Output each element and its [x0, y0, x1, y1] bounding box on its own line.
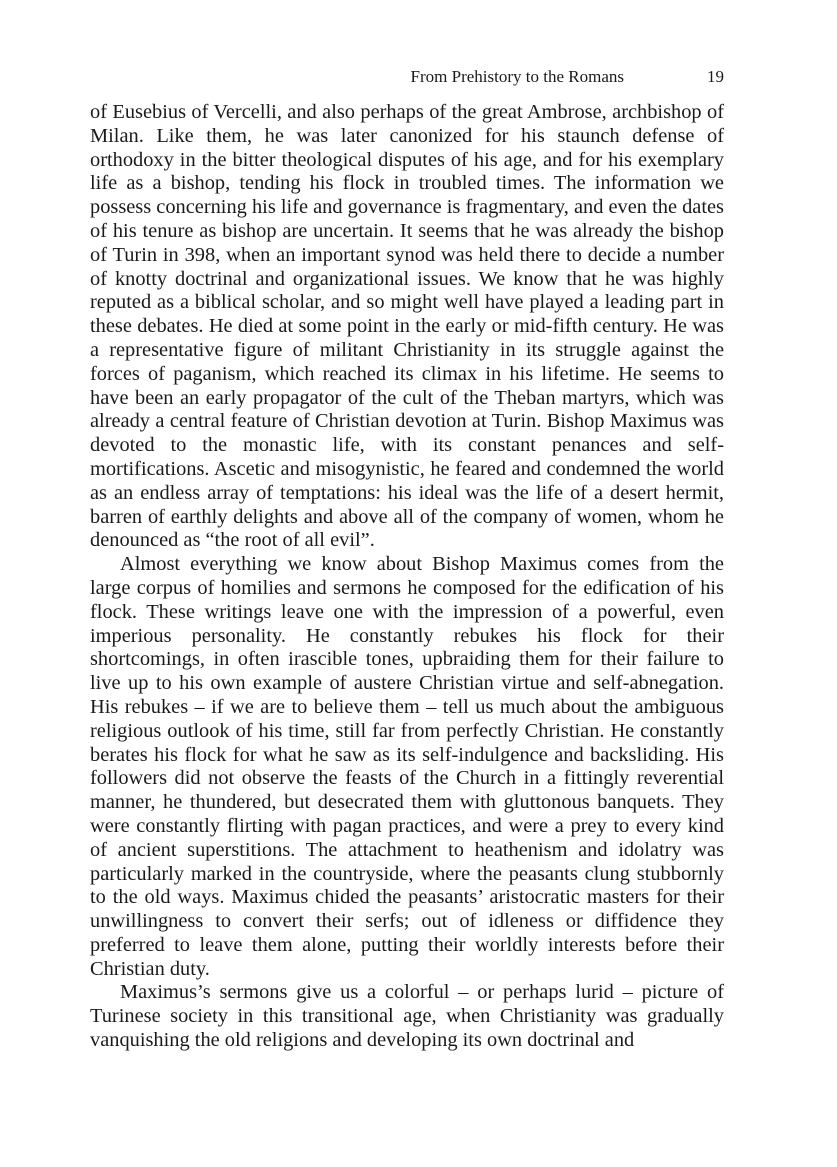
running-head	[90, 66, 724, 88]
page-number: 19	[707, 67, 724, 86]
paragraph-continued: of Eusebius of Vercelli, and also perhaps of the great Ambrose, archbishop of Milan. Like them, he was later canonized for his staunch defense of orthodoxy in the bitter theological disputes of his age, and for his exemplary life as a bishop, tending his flock in troubled times. The information we possess concerning his life and governance is fragmentary, and even the dates of his tenure as bishop are uncertain. It seems that he was already the bishop of Turin in 398, when an important synod was held there to decide a number of knotty doctrinal and organizational issues. We know that he was highly reputed as a biblical scholar, and so might well have played a leading part in these debates. He died at some point in the early or mid-fifth century. He was a representative figure of militant Christianity in its struggle against the forces of paganism, which reached its climax in his lifetime. He seems to have been an early propagator of the cult of the Theban martyrs, which was already a central feature of Christian devotion at Turin. Bishop Maximus was devoted to the monastic life, with its constant penances and self-mortifications. Ascetic and misogynistic, he feared and condemned the world as an endless array of temptations: his ideal was the life of a desert hermit, barren of earthly delights and above all of the company of women, whom he denounced as “the root of all evil”.	[90, 101, 724, 552]
running-title: From Prehistory to the Romans	[410, 67, 624, 86]
body-text	[90, 101, 724, 1053]
paragraph: Maximus’s sermons give us a colorful – or perhaps lurid – picture of Turinese society in this transitional age, when Christianity was gradually vanquishing the old religions and developing its own doctrinal and	[90, 981, 724, 1052]
paragraph: Almost everything we know about Bishop Maximus comes from the large corpus of homilies and sermons he composed for the edification of his flock. These writings leave one with the impression of a powerful, even imperious personality. He constantly rebukes his flock for their shortcomings, in often irascible tones, upbraiding them for their failure to live up to his own example of austere Christian virtue and self-abnegation. His rebukes – if we are to believe them – tell us much about the ambiguous religious outlook of his time, still far from perfectly Christian. He constantly berates his flock for what he saw as its self-indulgence and backsliding. His followers did not observe the feasts of the Church in a fittingly reverential manner, he thundered, but desecrated them with gluttonous banquets. They were constantly flirting with pagan practices, and were a prey to every kind of ancient superstitions. The attachment to heathenism and idolatry was particularly marked in the countryside, where the peasants clung stubbornly to the old ways. Maximus chided the peasants’ aristocratic masters for their unwillingness to convert their serfs; out of idleness or diffidence they preferred to leave them alone, putting their worldly interests before their Christian duty.	[90, 553, 724, 980]
